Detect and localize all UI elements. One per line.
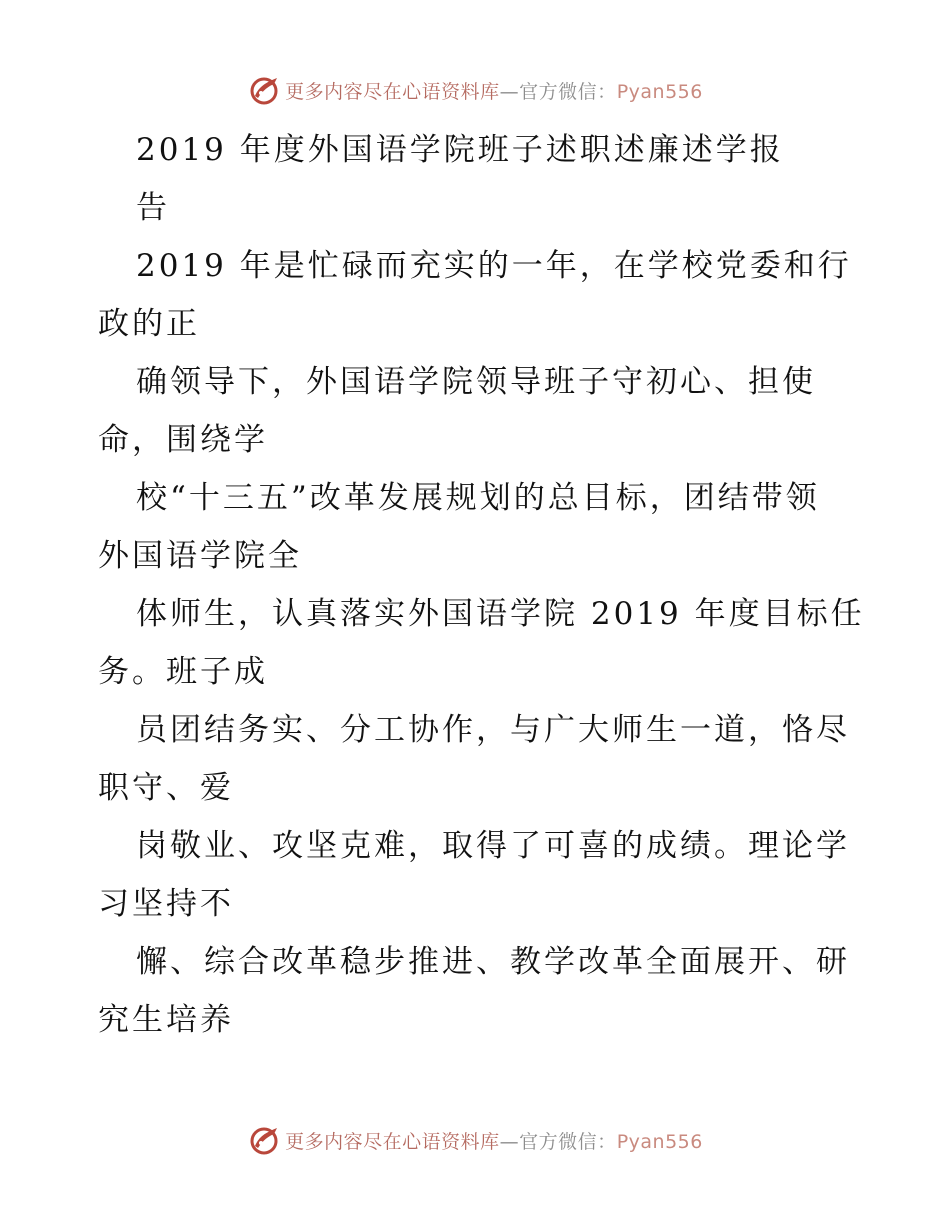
text-line: 确领导下，外国语学院领导班子守初心、担使 <box>136 364 816 400</box>
pen-logo-icon <box>247 1122 283 1158</box>
title-line-2: 告 <box>136 190 170 226</box>
text-line: 外国语学院全 <box>98 538 302 574</box>
text-line: 政的正 <box>98 306 200 342</box>
banner-separator: — <box>499 1130 520 1153</box>
pen-logo-icon <box>247 72 283 108</box>
text-line: 2019 年是忙碌而充实的一年，在学校党委和行 <box>136 248 852 284</box>
text-line: 校“十三五”改革发展规划的总目标，团结带领 <box>136 480 820 516</box>
text-line: 岗敬业、攻坚克难，取得了可喜的成绩。理论学 <box>136 828 850 864</box>
banner-text <box>285 77 703 104</box>
banner-wechat-id: Pyan556 <box>616 1130 703 1153</box>
header-banner <box>0 70 950 110</box>
text-line: 懈、综合改革稳步推进、教学改革全面展开、研 <box>136 944 850 980</box>
text-line: 务。班子成 <box>98 654 268 690</box>
banner-wechat-label: 官方微信： <box>519 1130 617 1153</box>
banner-text <box>285 1127 703 1154</box>
text-line: 职守、爱 <box>98 770 234 806</box>
banner-main-text: 更多内容尽在心语资料库 <box>285 1130 500 1153</box>
text-line: 命，围绕学 <box>98 422 268 458</box>
text-line: 员团结务实、分工协作，与广大师生一道，恪尽 <box>136 712 850 748</box>
banner-separator: — <box>499 80 520 103</box>
text-line: 究生培养 <box>98 1002 234 1038</box>
banner-main-text: 更多内容尽在心语资料库 <box>285 80 500 103</box>
banner-wechat-id: Pyan556 <box>616 80 703 103</box>
title-line-1: 2019 年度外国语学院班子述职述廉述学报 <box>136 132 784 168</box>
footer-banner <box>0 1120 950 1160</box>
text-line: 习坚持不 <box>98 886 234 922</box>
text-line: 体师生，认真落实外国语学院 2019 年度目标任 <box>136 596 865 632</box>
banner-wechat-label: 官方微信： <box>519 80 617 103</box>
